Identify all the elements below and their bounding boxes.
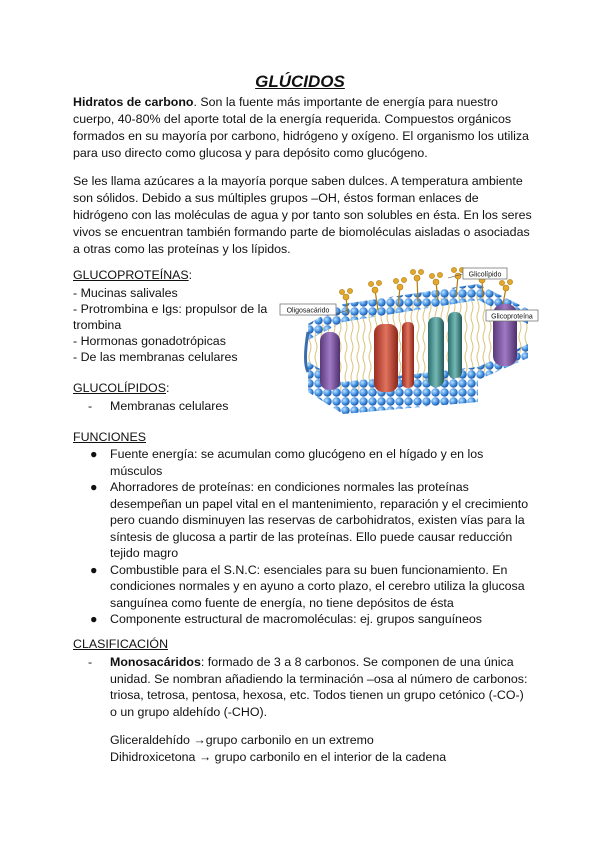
funcion-text: Combustible para el S.N.C: esenciales para su buen funcionamiento. En condiciones normales y en ayuno a corto plazo, el cerebro utiliza la glucosa sanguínea como fuente de energía, no tiene depósitos de ésta (110, 562, 525, 610)
glucoproteina-item: - De las membranas celulares (73, 350, 238, 364)
monosacaridos-text: : formado de 3 a 8 carbonos. Se componen de una única unidad. Se nombran añadiendo la terminación –osa al número de carbonos: triosa, tetrosa, pentosa, hexosa, etc. Todos tienen un grupo cetónico (-CO-) o un grupo aldehído (-CHO). (110, 655, 528, 719)
label-glicoproteina: Glicoproteína (491, 313, 533, 321)
label-glicolipido: Glicolípido (468, 271, 502, 279)
monosacaridos-term: Monosacáridos (110, 655, 201, 669)
dihidroxicetona-line: Dihidroxicetona → grupo carbonilo en el interior de la cadena (110, 750, 447, 764)
glucolipidos-heading-text: GLUCOLÍPIDOS (73, 381, 166, 395)
glucolipidos-heading (73, 381, 169, 395)
gliceraldehido-line: Gliceraldehído →grupo carbonilo en un extremo (110, 733, 374, 747)
glucoproteinas-heading (73, 268, 192, 282)
glucolipido-item: Membranas celulares (110, 399, 229, 413)
clasificacion-heading: CLASIFICACIÓN (73, 637, 169, 651)
sugar-paragraph: Se les llama azúcares a la mayoría porque saben dulces. A temperatura ambiente son sólidos. Debido a sus múltiples grupos –OH, éstos forman enlaces de hidrógeno con las moléculas de agua y por tanto son solubles en ésta. En los seres vivos se encuentran también formando parte de biomoléculas aisladas o asociadas a otras como las proteínas y los lípidos. (73, 174, 532, 256)
label-oligosacarido: Oligosacárido (286, 307, 330, 315)
funcion-text: Fuente energía: se acumulan como glucógeno en el hígado y en los músculos (110, 447, 484, 478)
bullet-marker: ● (90, 447, 98, 461)
glucoproteina-item: - Protrombina e Igs: propulsor de la (73, 302, 268, 316)
glucoproteina-item: trombina (73, 318, 122, 332)
dash-marker: - (88, 655, 93, 669)
funcion-text: Componente estructural de macromoléculas: ej. grupos sanguíneos (110, 612, 482, 626)
bullet-marker: ● (90, 612, 98, 626)
monosacaridos-item (88, 654, 528, 720)
intro-text: . Son la fuente más importante de energía para nuestro cuerpo, 40-80% del aporte total de la energía requerida. Compuestos orgánicos formados en su mayoría por carbono, hidrógeno y oxígeno. El organismo los utiliza para uso directo como glucosa y para depósito como glucógeno. (73, 95, 529, 160)
glucolipidos-colon: : (165, 381, 170, 395)
cell-membrane-diagram (278, 262, 540, 422)
intro-paragraph (73, 94, 533, 162)
dash-marker: - (88, 399, 93, 413)
clasificacion-list (88, 654, 528, 720)
funcion-item (90, 446, 530, 479)
intro-bold-term: Hidratos de carbono (73, 95, 194, 109)
glucoproteinas-colon: : (188, 268, 193, 282)
funcion-item (90, 611, 530, 628)
funciones-heading: FUNCIONES (73, 430, 146, 444)
funcion-text: Ahorradores de proteínas: en condiciones normales las proteínas desempeñan un papel vital en el mantenimiento, reparación y el crecimiento pero cuando disminuyen las reservas de carbohidratos, existen vías para la síntesis de glucosa a partir de las proteínas. Ello puede causar reducción tejido magro (110, 480, 529, 560)
funcion-item (90, 562, 530, 612)
glucoproteina-item: - Mucinas salivales (73, 286, 178, 300)
page-title: GLÚCIDOS (255, 72, 345, 91)
glucoproteinas-heading-text: GLUCOPROTEÍNAS (73, 268, 189, 282)
bullet-marker: ● (90, 480, 98, 494)
funcion-item (90, 479, 530, 562)
glucoproteina-item: - Hormonas gonadotrópicas (73, 334, 226, 348)
funciones-list (90, 446, 530, 628)
bullet-marker: ● (90, 562, 98, 577)
